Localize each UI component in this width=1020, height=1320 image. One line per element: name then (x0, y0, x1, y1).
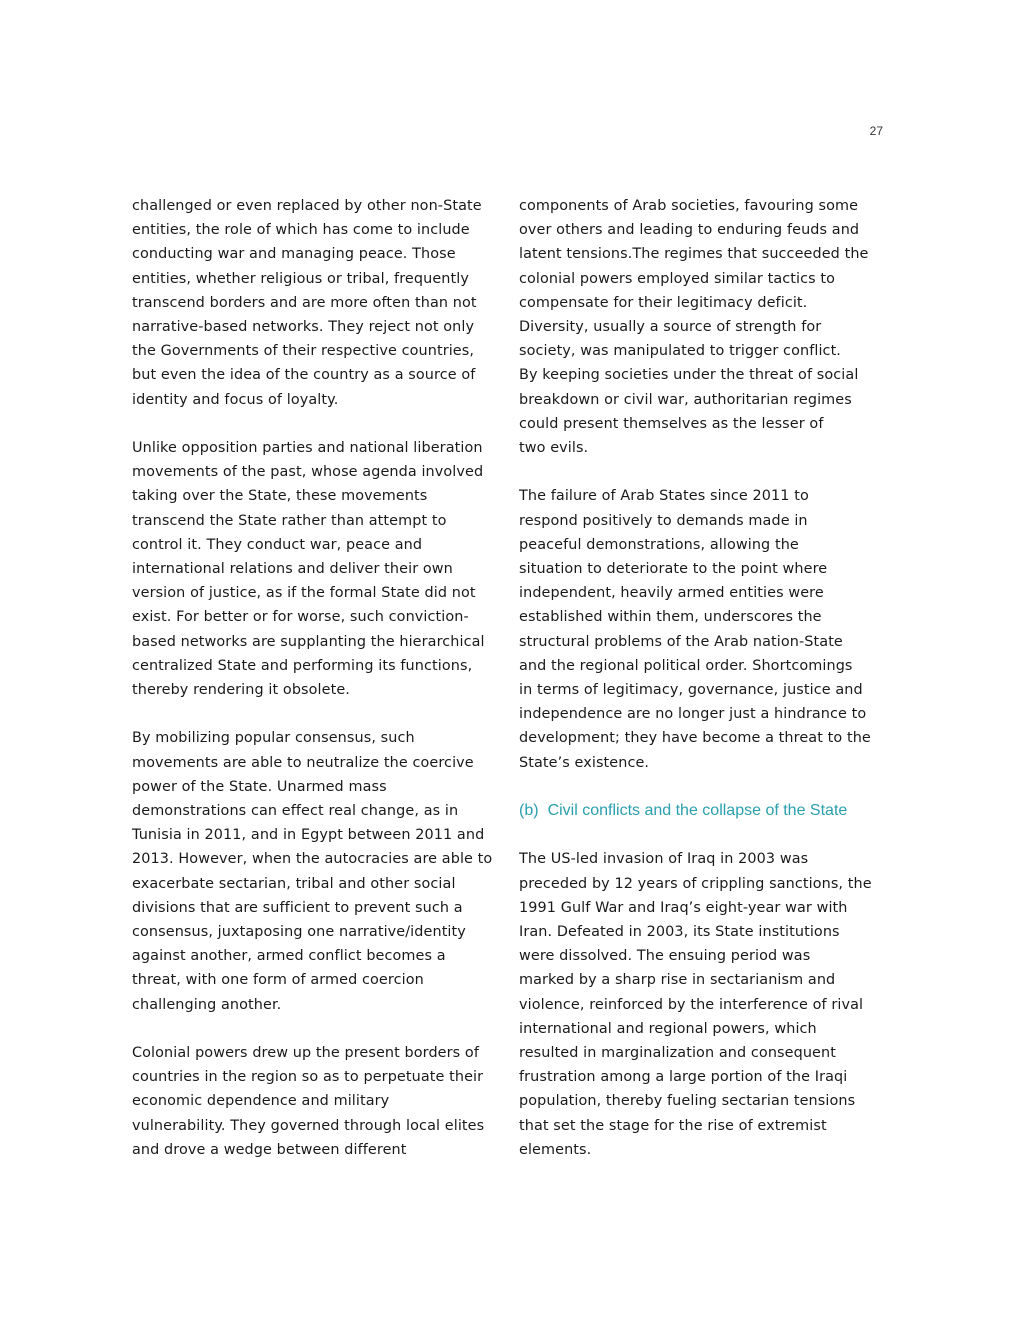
section-heading-label: (b) (519, 802, 539, 820)
section-heading-text: Civil conflicts and the collapse of the State (547, 802, 848, 820)
body-paragraph: By mobilizing popular consensus, such movements are able to neutralize the coercive power of the State. Unarmed mass demonstrations can effect real change, as in Tunisia in 2011, and in Egypt between 2011 and 2013. However, when the autocracies are able to exacerbate sectarian, tribal and other social divisions that are sufficient to prevent such a consensus, juxtaposing one narrative/identity against another, armed conflict becomes a threat, with one form of armed coercion challenging another. (132, 730, 493, 1013)
section-heading (519, 799, 885, 823)
body-paragraph: Unlike opposition parties and national liberation movements of the past, whose agenda involved taking over the State, these movements transcend the State rather than attempt to control it. They conduct war, peace and international relations and deliver their own version of justice, as if the formal State did not exist. For better or for worse, such conviction- based networks are supplanting the hierarchical centralized State and performing its functions, thereby rendering it obsolete. (132, 440, 485, 699)
body-paragraph: The failure of Arab States since 2011 to respond positively to demands made in peaceful demonstrations, allowing the situation to deteriorate to the point where independent, heavily armed entities were established within them, underscores the structural problems of the Arab nation-State and the regional political order. Shortcomings in terms of legitimacy, governance, justice and independence are no longer just a hindrance to development; they have become a threat to the State’s existence. (519, 488, 871, 771)
left-column (132, 194, 498, 1162)
right-column (519, 194, 885, 1162)
body-paragraph: Colonial powers drew up the present borders of countries in the region so as to perpetuate their economic dependence and military vulnerability. They governed through local elites and drove a wedge between different (132, 1045, 485, 1158)
body-paragraph: challenged or even replaced by other non-State entities, the role of which has come to include conducting war and managing peace. Those entities, whether religious or tribal, frequently transcend borders and are more often than not narrative-based networks. They reject not only the Governments of their respective countries, but even the idea of the country as a source of identity and focus of loyalty. (132, 198, 482, 408)
body-paragraph: The US-led invasion of Iraq in 2003 was preceded by 12 years of crippling sanctions, the 1991 Gulf War and Iraq’s eight-year war with Iran. Defeated in 2003, its State institutions were dissolved. The ensuing period was marked by a sharp rise in sectarianism and violence, reinforced by the interference of rival international and regional powers, which resulted in marginalization and consequent frustration among a large portion of the Iraqi population, thereby fueling sectarian tensions that set the stage for the rise of extremist elements. (519, 851, 872, 1158)
body-paragraph: components of Arab societies, favouring some over others and leading to enduring feuds and latent tensions.The regimes that succeeded the colonial powers employed similar tactics to compensate for their legitimacy deficit. Diversity, usually a source of strength for society, was manipulated to trigger conflict. By keeping societies under the threat of social breakdown or civil war, authoritarian regimes could present themselves as the lesser of two evils. (519, 198, 869, 457)
page-number: 27 (869, 124, 883, 138)
